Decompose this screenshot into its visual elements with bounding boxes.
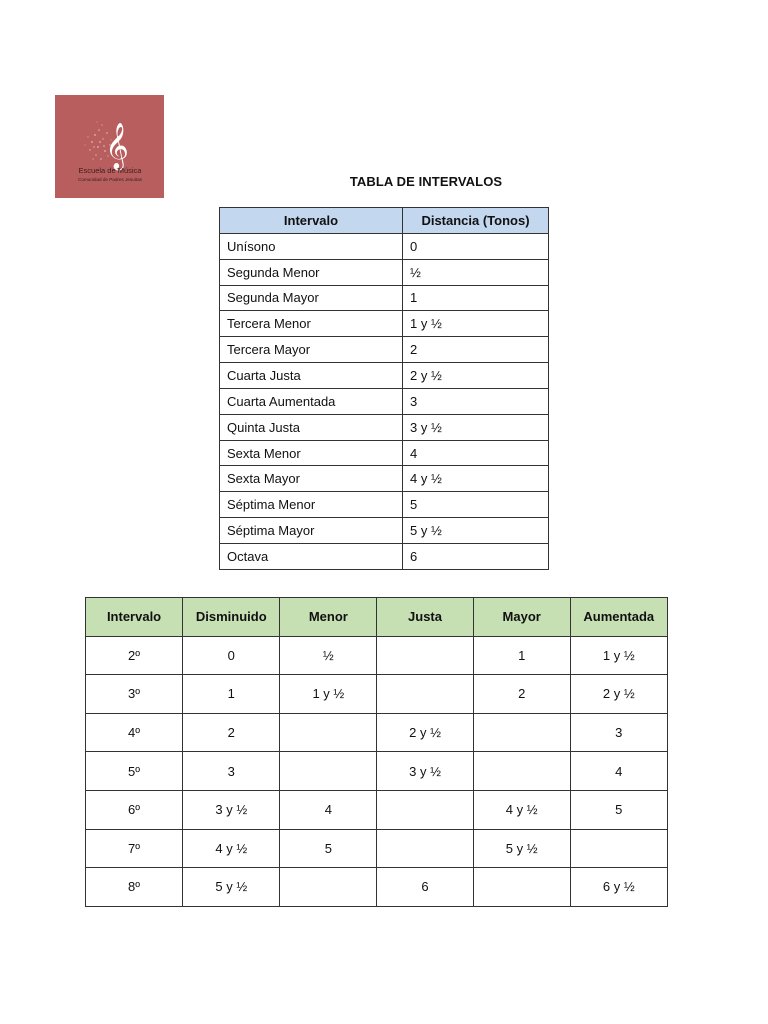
document-title: TABLA DE INTERVALOS	[349, 174, 503, 189]
table-cell	[280, 868, 377, 907]
interval-distance: ½	[403, 259, 549, 285]
interval-name: Sexta Menor	[220, 440, 403, 466]
school-logo	[55, 95, 164, 198]
interval-qualities-table	[85, 597, 668, 907]
interval-distance: 0	[403, 233, 549, 259]
table-row	[86, 713, 668, 752]
table-row	[220, 285, 549, 311]
table-row	[220, 259, 549, 285]
table-row	[86, 752, 668, 791]
svg-text:Escuela de Música: Escuela de Música	[78, 166, 142, 175]
table-row	[86, 868, 668, 907]
column-header: Distancia (Tonos)	[403, 208, 549, 234]
table-cell	[473, 713, 570, 752]
table-row	[86, 829, 668, 868]
interval-name: Quinta Justa	[220, 414, 403, 440]
table-cell: 5	[570, 790, 667, 829]
column-header: Mayor	[473, 598, 570, 637]
interval-distance: 5 y ½	[403, 518, 549, 544]
column-header: Aumentada	[570, 598, 667, 637]
table-cell: 4º	[86, 713, 183, 752]
table-cell: 5 y ½	[183, 868, 280, 907]
intervals-distance-table	[219, 207, 549, 570]
table-cell	[473, 752, 570, 791]
table-row	[220, 388, 549, 414]
table-cell: 2	[473, 675, 570, 714]
column-header: Disminuido	[183, 598, 280, 637]
interval-name: Tercera Mayor	[220, 337, 403, 363]
interval-name: Séptima Mayor	[220, 518, 403, 544]
table-cell: 1	[183, 675, 280, 714]
interval-name: Unísono	[220, 233, 403, 259]
table-row	[220, 233, 549, 259]
table-cell	[570, 829, 667, 868]
interval-name: Octava	[220, 543, 403, 569]
table-cell	[280, 752, 377, 791]
table-cell: 3	[570, 713, 667, 752]
treble-clef-logo-icon	[55, 95, 164, 198]
table-cell: 3	[183, 752, 280, 791]
interval-name: Cuarta Justa	[220, 363, 403, 389]
interval-name: Séptima Menor	[220, 492, 403, 518]
interval-distance: 3 y ½	[403, 414, 549, 440]
interval-distance: 6	[403, 543, 549, 569]
table-cell: 2	[183, 713, 280, 752]
table-cell	[377, 636, 474, 675]
interval-distance: 1 y ½	[403, 311, 549, 337]
table-cell: 0	[183, 636, 280, 675]
column-header: Justa	[377, 598, 474, 637]
table-cell: 1 y ½	[280, 675, 377, 714]
table-cell: 6º	[86, 790, 183, 829]
interval-name: Cuarta Aumentada	[220, 388, 403, 414]
table-cell: 4	[280, 790, 377, 829]
table-cell: 1	[473, 636, 570, 675]
table-cell	[280, 713, 377, 752]
interval-distance: 5	[403, 492, 549, 518]
table-cell: 1 y ½	[570, 636, 667, 675]
interval-name: Segunda Mayor	[220, 285, 403, 311]
table-cell: 6 y ½	[570, 868, 667, 907]
table-row	[86, 790, 668, 829]
table-row	[220, 466, 549, 492]
table-cell: 3 y ½	[183, 790, 280, 829]
table-row	[220, 414, 549, 440]
table-row	[220, 543, 549, 569]
interval-name: Tercera Menor	[220, 311, 403, 337]
table-cell: 4	[570, 752, 667, 791]
table-row	[220, 363, 549, 389]
table-header-row	[86, 598, 668, 637]
table-cell	[377, 675, 474, 714]
svg-text:𝄞: 𝄞	[105, 123, 129, 169]
table-cell: 5 y ½	[473, 829, 570, 868]
table-cell: 6	[377, 868, 474, 907]
table-row	[220, 440, 549, 466]
table-row	[86, 636, 668, 675]
table-cell: 5º	[86, 752, 183, 791]
table-cell: 2 y ½	[377, 713, 474, 752]
svg-text:Comunidad de Padres Jesuitas: Comunidad de Padres Jesuitas	[78, 177, 142, 182]
table-row	[86, 675, 668, 714]
interval-distance: 2 y ½	[403, 363, 549, 389]
interval-name: Sexta Mayor	[220, 466, 403, 492]
table-cell: 4 y ½	[473, 790, 570, 829]
interval-distance: 1	[403, 285, 549, 311]
table-row	[220, 337, 549, 363]
interval-distance: 4 y ½	[403, 466, 549, 492]
column-header: Menor	[280, 598, 377, 637]
table-row	[220, 518, 549, 544]
table-cell: ½	[280, 636, 377, 675]
table-cell	[377, 829, 474, 868]
table-row	[220, 311, 549, 337]
interval-distance: 3	[403, 388, 549, 414]
interval-distance: 2	[403, 337, 549, 363]
table-cell: 5	[280, 829, 377, 868]
table-cell: 3 y ½	[377, 752, 474, 791]
table-row	[220, 492, 549, 518]
table-cell: 7º	[86, 829, 183, 868]
table-cell	[473, 868, 570, 907]
interval-name: Segunda Menor	[220, 259, 403, 285]
column-header: Intervalo	[86, 598, 183, 637]
column-header: Intervalo	[220, 208, 403, 234]
table-cell: 8º	[86, 868, 183, 907]
interval-distance: 4	[403, 440, 549, 466]
table-header-row	[220, 208, 549, 234]
table-cell: 2º	[86, 636, 183, 675]
table-cell: 4 y ½	[183, 829, 280, 868]
table-cell: 2 y ½	[570, 675, 667, 714]
table-cell	[377, 790, 474, 829]
table-cell: 3º	[86, 675, 183, 714]
